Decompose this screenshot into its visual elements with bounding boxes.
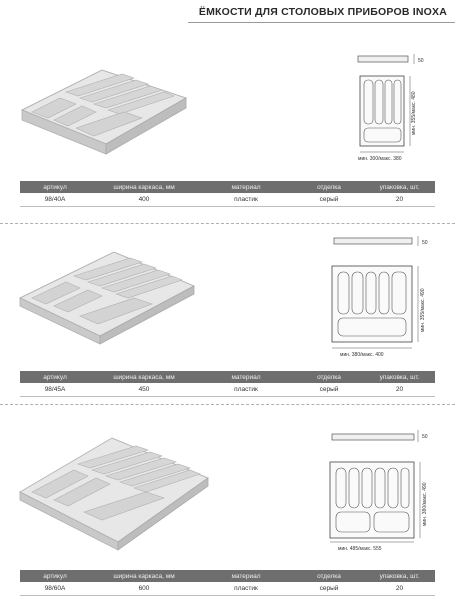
spec-table-header bbox=[20, 181, 435, 193]
spec-table-header bbox=[20, 570, 435, 582]
width-value: 450 bbox=[138, 386, 150, 393]
cutlery-tray-photo bbox=[14, 240, 199, 350]
table-row bbox=[20, 193, 435, 207]
col-article: артикул bbox=[43, 572, 67, 580]
width-value: 600 bbox=[138, 585, 150, 592]
dim-depth: мин. 355/макс. 480 bbox=[411, 91, 417, 135]
dim-width: мин. 380/макс. 400 bbox=[340, 352, 384, 358]
col-pack: упаковка, шт. bbox=[379, 183, 420, 191]
title-rule bbox=[188, 22, 455, 23]
material-value: пластик bbox=[234, 386, 258, 393]
spec-table bbox=[20, 181, 435, 207]
article-value: 98/60A bbox=[44, 585, 66, 592]
pack-value: 20 bbox=[395, 585, 404, 592]
col-finish: отделка bbox=[317, 572, 341, 580]
dim-width: мин. 300/макс. 380 bbox=[358, 156, 402, 162]
dim-depth: мин. 355/макс. 490 bbox=[420, 288, 426, 332]
article-value: 98/45A bbox=[44, 386, 66, 393]
col-material: материал bbox=[231, 373, 261, 381]
col-width: ширина каркаса, мм bbox=[113, 572, 175, 580]
finish-value: серый bbox=[319, 386, 339, 393]
section-divider bbox=[0, 223, 455, 224]
cutlery-tray-photo bbox=[14, 58, 194, 158]
table-row bbox=[20, 383, 435, 397]
dim-height: 50 bbox=[418, 58, 424, 64]
width-value: 400 bbox=[138, 196, 150, 203]
material-value: пластик bbox=[234, 196, 258, 203]
spec-table-header bbox=[20, 371, 435, 383]
col-material: материал bbox=[231, 183, 261, 191]
technical-drawing bbox=[340, 50, 450, 165]
table-row bbox=[20, 582, 435, 596]
finish-value: серый bbox=[319, 585, 339, 592]
dim-width: мин. 485/макс. 555 bbox=[338, 546, 382, 552]
page-title: ЁМКОСТИ ДЛЯ СТОЛОВЫХ ПРИБОРОВ INOXA bbox=[198, 6, 447, 18]
spec-table bbox=[20, 371, 435, 397]
cutlery-tray-photo bbox=[14, 430, 214, 555]
spec-table bbox=[20, 570, 435, 596]
technical-drawing bbox=[318, 232, 450, 362]
technical-drawing bbox=[318, 420, 450, 555]
col-finish: отделка bbox=[317, 183, 341, 191]
article-value: 98/40A bbox=[44, 196, 66, 203]
material-value: пластик bbox=[234, 585, 258, 592]
col-article: артикул bbox=[43, 183, 67, 191]
dim-height: 50 bbox=[422, 240, 428, 246]
col-pack: упаковка, шт. bbox=[379, 572, 420, 580]
col-width: ширина каркаса, мм bbox=[113, 373, 175, 381]
col-pack: упаковка, шт. bbox=[379, 373, 420, 381]
col-width: ширина каркаса, мм bbox=[113, 183, 175, 191]
pack-value: 20 bbox=[395, 386, 404, 393]
col-article: артикул bbox=[43, 373, 67, 381]
section-divider bbox=[0, 404, 455, 405]
col-finish: отделка bbox=[317, 373, 341, 381]
col-material: материал bbox=[231, 572, 261, 580]
finish-value: серый bbox=[319, 196, 339, 203]
dim-height: 50 bbox=[422, 434, 428, 440]
dim-depth: мин. 380/макс. 490 bbox=[422, 482, 428, 526]
pack-value: 20 bbox=[395, 196, 404, 203]
